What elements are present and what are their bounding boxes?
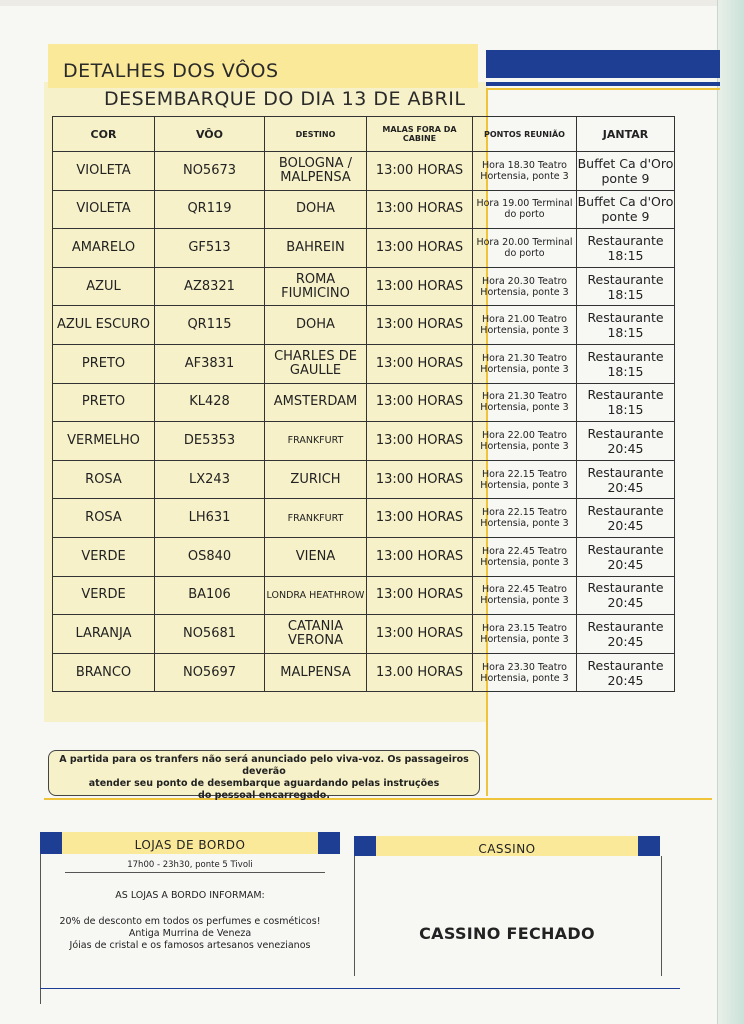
cell-cor: AMARELO bbox=[53, 229, 155, 268]
cell-destino: BOLOGNA / MALPENSA bbox=[265, 152, 367, 191]
cell-voo: KL428 bbox=[155, 383, 265, 422]
cell-cor: VIOLETA bbox=[53, 190, 155, 229]
cell-voo: QR115 bbox=[155, 306, 265, 345]
table-row bbox=[53, 422, 675, 461]
cell-voo: OS840 bbox=[155, 537, 265, 576]
table-row bbox=[53, 306, 675, 345]
page-title: DETALHES DOS VÔOS bbox=[63, 60, 279, 82]
lojas-hours: 17h00 - 23h30, ponte 5 Tivoli bbox=[127, 860, 253, 870]
notice-line: A partida para os tranfers não será anunciado pelo viva-voz. Os passageiros deverão bbox=[59, 754, 469, 777]
blue-thin-bar bbox=[486, 82, 720, 86]
cell-malas: 13:00 HORAS bbox=[367, 383, 473, 422]
cell-cor: AZUL ESCURO bbox=[53, 306, 155, 345]
lojas-promo bbox=[40, 916, 340, 952]
table-row bbox=[53, 615, 675, 654]
transfer-notice bbox=[48, 750, 480, 801]
cell-destino: BAHREIN bbox=[265, 229, 367, 268]
cell-jantar: Restaurante 20:45 bbox=[577, 576, 675, 615]
column-header: DESTINO bbox=[265, 117, 367, 152]
cell-voo: LH631 bbox=[155, 499, 265, 538]
cell-cor: VERDE bbox=[53, 537, 155, 576]
cell-malas: 13:00 HORAS bbox=[367, 422, 473, 461]
cell-destino: DOHA bbox=[265, 306, 367, 345]
cell-ponto: Hora 22.15 Teatro Hortensia, ponte 3 bbox=[473, 499, 577, 538]
cell-ponto: Hora 22.45 Teatro Hortensia, ponte 3 bbox=[473, 537, 577, 576]
table-row bbox=[53, 537, 675, 576]
cell-destino: ZURICH bbox=[265, 460, 367, 499]
cell-malas: 13:00 HORAS bbox=[367, 615, 473, 654]
lojas-panel bbox=[40, 832, 340, 992]
cell-jantar: Restaurante 20:45 bbox=[577, 615, 675, 654]
lojas-info: AS LOJAS A BORDO INFORMAM: bbox=[115, 890, 265, 901]
table-row bbox=[53, 383, 675, 422]
cell-voo: GF513 bbox=[155, 229, 265, 268]
cell-cor: VERDE bbox=[53, 576, 155, 615]
cell-cor: AZUL bbox=[53, 267, 155, 306]
cell-malas: 13:00 HORAS bbox=[367, 460, 473, 499]
cell-malas: 13:00 HORAS bbox=[367, 152, 473, 191]
cell-cor: PRETO bbox=[53, 344, 155, 383]
cell-voo: LX243 bbox=[155, 460, 265, 499]
cell-ponto: Hora 23.15 Teatro Hortensia, ponte 3 bbox=[473, 615, 577, 654]
promo-line: 20% de desconto em todos os perfumes e cosméticos! bbox=[59, 916, 321, 927]
cell-malas: 13:00 HORAS bbox=[367, 229, 473, 268]
notice-line: atender seu ponto de desembarque aguardando pelas instruções bbox=[88, 778, 440, 789]
cell-voo: NO5673 bbox=[155, 152, 265, 191]
divider bbox=[65, 872, 325, 873]
flights-table bbox=[52, 116, 675, 692]
cell-malas: 13:00 HORAS bbox=[367, 267, 473, 306]
cell-cor: PRETO bbox=[53, 383, 155, 422]
cell-destino: DOHA bbox=[265, 190, 367, 229]
column-header: PONTOS REUNIÃO bbox=[473, 117, 577, 152]
cell-ponto: Hora 20.30 Teatro Hortensia, ponte 3 bbox=[473, 267, 577, 306]
cell-jantar: Restaurante 18:15 bbox=[577, 383, 675, 422]
cassino-status: CASSINO FECHADO bbox=[419, 924, 595, 943]
page-subtitle: DESEMBARQUE DO DIA 13 DE ABRIL bbox=[104, 88, 466, 110]
column-header: MALAS FORA DA CABINE bbox=[367, 117, 473, 152]
cell-voo: BA106 bbox=[155, 576, 265, 615]
cell-malas: 13:00 HORAS bbox=[367, 537, 473, 576]
cell-jantar: Restaurante 18:15 bbox=[577, 306, 675, 345]
promo-line: Antiga Murrina de Veneza bbox=[128, 928, 252, 939]
cell-voo: NO5697 bbox=[155, 653, 265, 692]
cell-malas: 13:00 HORAS bbox=[367, 576, 473, 615]
cell-malas: 13:00 HORAS bbox=[367, 190, 473, 229]
cell-ponto: Hora 21.00 Teatro Hortensia, ponte 3 bbox=[473, 306, 577, 345]
cell-destino: LONDRA HEATHROW bbox=[265, 576, 367, 615]
promo-line: Jóias de cristal e os famosos artesanos venezianos bbox=[69, 940, 311, 951]
cell-cor: ROSA bbox=[53, 460, 155, 499]
cell-ponto: Hora 21.30 Teatro Hortensia, ponte 3 bbox=[473, 344, 577, 383]
table-row bbox=[53, 152, 675, 191]
cell-voo: DE5353 bbox=[155, 422, 265, 461]
cell-jantar: Buffet Ca d'Oro ponte 9 bbox=[577, 152, 675, 191]
cell-destino: VIENA bbox=[265, 537, 367, 576]
bottom-rule bbox=[40, 988, 680, 989]
cell-jantar: Restaurante 20:45 bbox=[577, 537, 675, 576]
lojas-title: LOJAS DE BORDO bbox=[134, 838, 246, 852]
cell-jantar: Restaurante 18:15 bbox=[577, 229, 675, 268]
column-header: VÔO bbox=[155, 117, 265, 152]
cell-ponto: Hora 22.15 Teatro Hortensia, ponte 3 bbox=[473, 460, 577, 499]
cell-destino: CHARLES DE GAULLE bbox=[265, 344, 367, 383]
cell-malas: 13:00 HORAS bbox=[367, 499, 473, 538]
table-row bbox=[53, 229, 675, 268]
cell-cor: VERMELHO bbox=[53, 422, 155, 461]
cell-ponto: Hora 23.30 Teatro Hortensia, ponte 3 bbox=[473, 653, 577, 692]
table-row bbox=[53, 653, 675, 692]
page-top-edge bbox=[0, 0, 744, 6]
cell-ponto: Hora 20.00 Terminal do porto bbox=[473, 229, 577, 268]
cell-voo: AF3831 bbox=[155, 344, 265, 383]
cell-ponto: Hora 22.00 Teatro Hortensia, ponte 3 bbox=[473, 422, 577, 461]
cell-destino: AMSTERDAM bbox=[265, 383, 367, 422]
cell-cor: VIOLETA bbox=[53, 152, 155, 191]
cell-jantar: Restaurante 20:45 bbox=[577, 653, 675, 692]
gold-rule bbox=[486, 88, 720, 90]
cell-ponto: Hora 22.45 Teatro Hortensia, ponte 3 bbox=[473, 576, 577, 615]
cell-ponto: Hora 21.30 Teatro Hortensia, ponte 3 bbox=[473, 383, 577, 422]
cell-voo: AZ8321 bbox=[155, 267, 265, 306]
cell-cor: LARANJA bbox=[53, 615, 155, 654]
cell-malas: 13:00 HORAS bbox=[367, 344, 473, 383]
cell-jantar: Restaurante 20:45 bbox=[577, 422, 675, 461]
cell-jantar: Restaurante 18:15 bbox=[577, 267, 675, 306]
blue-header-bar bbox=[486, 50, 720, 78]
cell-destino: FRANKFURT bbox=[265, 422, 367, 461]
cell-cor: BRANCO bbox=[53, 653, 155, 692]
cell-voo: NO5681 bbox=[155, 615, 265, 654]
cell-voo: QR119 bbox=[155, 190, 265, 229]
cell-jantar: Restaurante 20:45 bbox=[577, 499, 675, 538]
cassino-panel bbox=[354, 836, 660, 986]
table-header-row bbox=[53, 117, 675, 152]
table-row bbox=[53, 576, 675, 615]
cell-malas: 13:00 HORAS bbox=[367, 306, 473, 345]
cell-ponto: Hora 19.00 Terminal do porto bbox=[473, 190, 577, 229]
cell-destino: FRANKFURT bbox=[265, 499, 367, 538]
panel-border bbox=[354, 856, 662, 976]
cell-malas: 13.00 HORAS bbox=[367, 653, 473, 692]
cell-destino: MALPENSA bbox=[265, 653, 367, 692]
cell-jantar: Restaurante 18:15 bbox=[577, 344, 675, 383]
cell-jantar: Buffet Ca d'Oro ponte 9 bbox=[577, 190, 675, 229]
column-header: JANTAR bbox=[577, 117, 675, 152]
cell-ponto: Hora 18.30 Teatro Hortensia, ponte 3 bbox=[473, 152, 577, 191]
cell-jantar: Restaurante 20:45 bbox=[577, 460, 675, 499]
table-row bbox=[53, 344, 675, 383]
table-row bbox=[53, 267, 675, 306]
table-row bbox=[53, 460, 675, 499]
cell-destino: ROMA FIUMICINO bbox=[265, 267, 367, 306]
notice-line: do pessoal encarregado. bbox=[198, 790, 330, 801]
page-right-edge bbox=[717, 0, 744, 1024]
column-header: COR bbox=[53, 117, 155, 152]
table-row bbox=[53, 499, 675, 538]
cassino-title: CASSINO bbox=[478, 842, 536, 856]
table-row bbox=[53, 190, 675, 229]
cell-destino: CATANIA VERONA bbox=[265, 615, 367, 654]
cell-cor: ROSA bbox=[53, 499, 155, 538]
